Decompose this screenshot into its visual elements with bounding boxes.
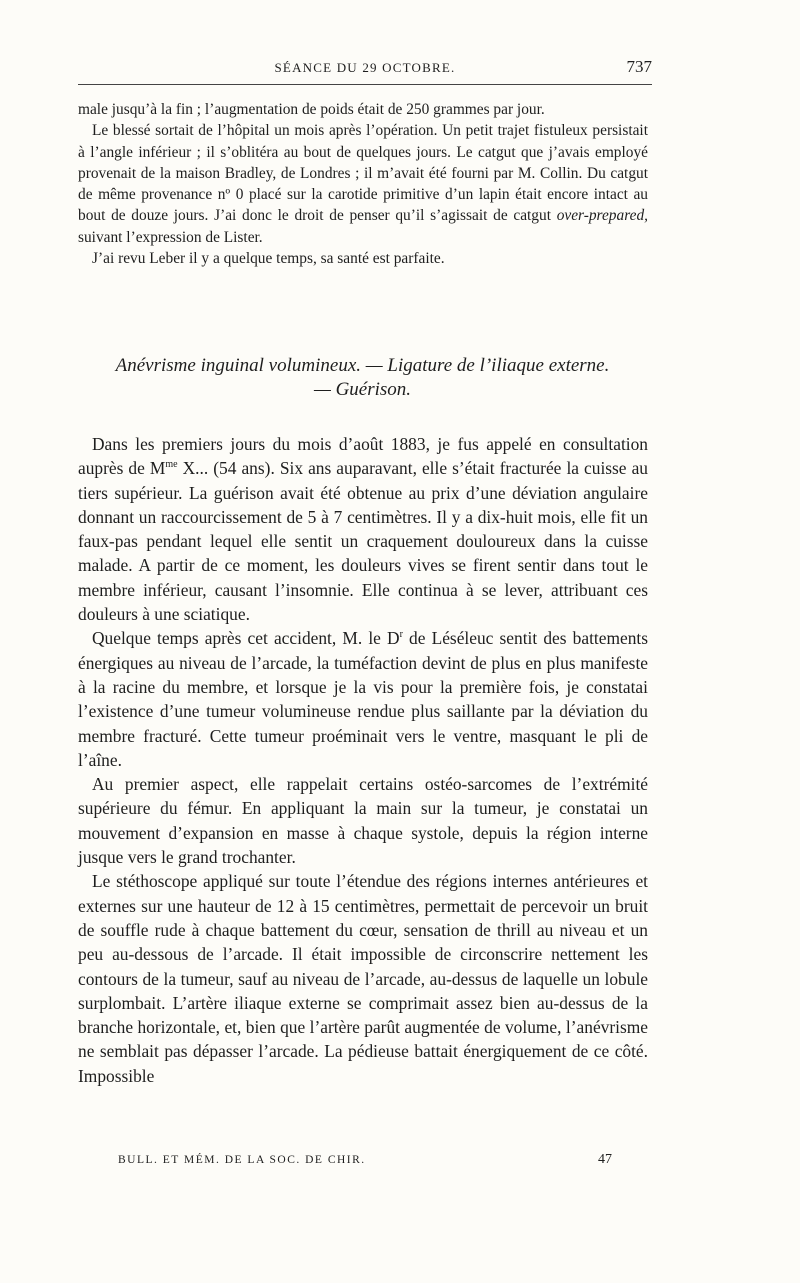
- preceding-text: [78, 99, 648, 269]
- page-footer: [118, 1154, 612, 1172]
- signature-mark: BULL. ET MÉM. DE LA SOC. DE CHIR.: [118, 1154, 366, 1166]
- paragraph: male jusqu’à la fin ; l’augmentation de poids était de 250 grammes par jour.: [78, 101, 545, 118]
- section-title-line: — Guérison.: [313, 379, 412, 400]
- paragraph: Le blessé sortait de l’hôpital un mois après l’opération. Un petit trajet fistuleux persistait à l’angle inférieur ; il s’oblitéra au bout de quelques jours. Le catgut que j’avais employé provenait de la maison Bradley, de Londres ; il m’avait été fourni par M. Collin. Du catgut de même provenance nº 0 placé sur la carotide primitive d’un lapin était encore intact au bout de douze jours. J’ai donc le droit de penser qu’il s’agissait de catgut over-prepared, suivant l’expression de Lister.: [78, 122, 648, 246]
- paragraph: Dans les premiers jours du mois d’août 1883, je fus appelé en consultation auprès de $M^{me}$ X... (54 ans). Six ans auparavant, elle s’était fracturée la cuisse au tiers supérieur. La guérison avait été obtenue au prix d’une déviation angulaire donnant un raccourcissement de 5 à 7 centimètres. Il y a dix-huit mois, elle fit un faux-pas pendant lequel elle sentit un craquement douloureux dans la cuisse malade. A partir de ce moment, les douleurs vives se firent sentir dans tout le membre inférieur, causant l’insomnie. Elle continua à se lever, attribuant ces douleurs à une sciatique.: [78, 434, 648, 625]
- running-title: SÉANCE DU 29 OCTOBRE.: [274, 60, 456, 75]
- body-text: [78, 432, 648, 1088]
- paragraph: Quelque temps après cet accident, M. le $D^r$ de Léséleuc sentit des battements énergiques au niveau de l’arcade, la tuméfaction devint de plus en plus manifeste à la racine du membre, et lorsque je la vis pour la première fois, je constatai l’existence d’une tumeur volumineuse rendue plus saillante par la déviation du membre fracturé. Cette tumeur proéminait vers le ventre, masquant le pli de l’aîne.: [78, 628, 648, 770]
- section-title: [70, 354, 655, 402]
- running-header: [78, 58, 652, 85]
- section-title-line: Anévrisme inguinal volumineux. — Ligature de l’iliaque externe.: [115, 355, 610, 376]
- page-number: 737: [626, 57, 652, 76]
- emphasis: over-prepared,: [556, 207, 648, 225]
- sheet-number: 47: [598, 1152, 612, 1167]
- paragraph: Le stéthoscope appliqué sur toute l’étendue des régions internes antérieures et externes sur une hauteur de 12 à 15 centimètres, permettait de percevoir un bruit de souffle rude à chaque battement du cœur, sensation de thrill au niveau et un peu au-dessous de l’arcade. Il était impossible de circonscrire nettement les contours de la tumeur, sauf au niveau de l’arcade, au-dessus de laquelle un lobule surplombait. L’artère iliaque externe se comprimait assez bien au-dessus de la branche horizontale, et, bien que l’artère parût augmentée de volume, l’anévrisme ne semblait pas dépasser l’arcade. La pédieuse battait énergiquement de ce côté. Impossible: [78, 871, 648, 1086]
- paragraph: J’ai revu Leber il y a quelque temps, sa santé est parfaite.: [92, 250, 445, 268]
- paragraph: Au premier aspect, elle rappelait certains ostéo-sarcomes de l’extrémité supérieure du fémur. En appliquant la main sur la tumeur, je constatai un mouvement d’expansion en masse à chaque systole, depuis la région interne jusque vers le grand trochanter.: [78, 774, 648, 868]
